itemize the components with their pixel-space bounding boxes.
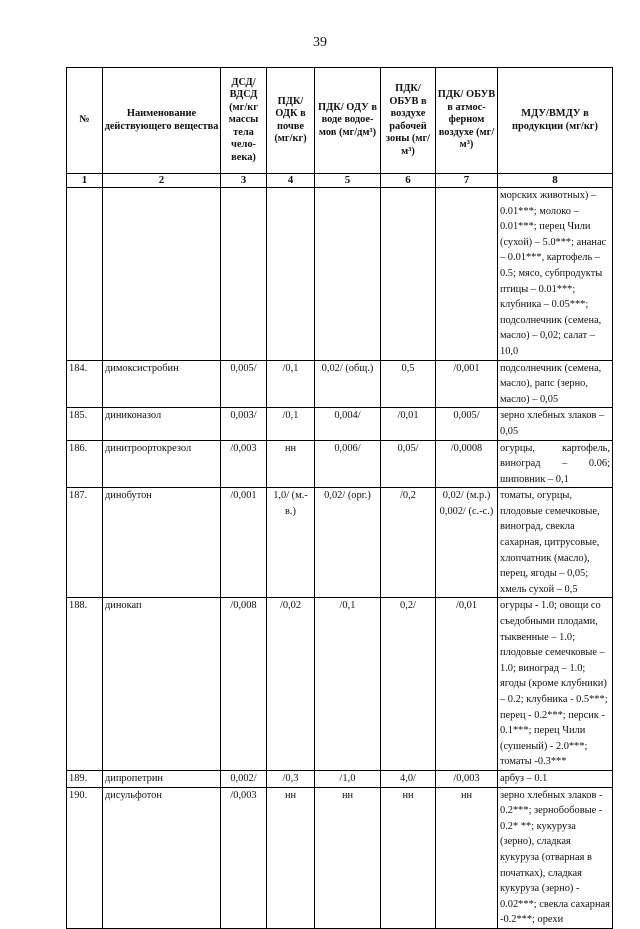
column-number-row xyxy=(67,174,613,188)
cell-pdk-air-work: нн xyxy=(381,787,436,928)
page-number: 39 xyxy=(313,35,327,50)
cell-mrl: арбуз – 0.1 xyxy=(498,770,613,787)
cell-pdk-water: 0,006/ xyxy=(315,440,381,488)
cell-pdk-air-work: 4,0/ xyxy=(381,770,436,787)
cell-dsd: /0,003 xyxy=(221,440,267,488)
cell-pdk-air-atm: /0,0008 xyxy=(436,440,498,488)
cell-pdk-water: нн xyxy=(315,787,381,928)
header-pdk-soil: ПДК/ ОДК в почве (мг/кг) xyxy=(267,68,315,174)
table-row xyxy=(67,598,613,771)
header-pdk-water: ПДК/ ОДУ в воде водое-мов (мг/дм³) xyxy=(315,68,381,174)
cell-substance-name: динобутон xyxy=(103,488,221,598)
cell-number: 186. xyxy=(67,440,103,488)
cell-number: 187. xyxy=(67,488,103,598)
cell-dsd: /0,008 xyxy=(221,598,267,771)
cell-pdk-air-work: 0,5 xyxy=(381,360,436,408)
column-number: 3 xyxy=(221,174,267,188)
header-pdk-air-atm: ПДК/ ОБУВ в атмос-ферном воздухе (мг/м³) xyxy=(436,68,498,174)
cell-substance-name: динитроортокрезол xyxy=(103,440,221,488)
cell-dsd: 0,003/ xyxy=(221,408,267,440)
cell-pdk-water: /0,1 xyxy=(315,598,381,771)
cell-pdk-air-work: /0,01 xyxy=(381,408,436,440)
cell-dsd: /0,001 xyxy=(221,488,267,598)
cell-number: 185. xyxy=(67,408,103,440)
header-pdk-air-work: ПДК/ ОБУВ в воздухе рабочей зоны (мг/м³) xyxy=(381,68,436,174)
cell-pdk-soil: /0,02 xyxy=(267,598,315,771)
column-number: 1 xyxy=(67,174,103,188)
cell-pdk-soil: 1,0/ (м.-в.) xyxy=(267,488,315,598)
cell-number xyxy=(67,188,103,361)
cell-number: 189. xyxy=(67,770,103,787)
cell-substance-name: динокап xyxy=(103,598,221,771)
cell-pdk-air-work: 0,2/ xyxy=(381,598,436,771)
cell-substance-name: дисульфотон xyxy=(103,787,221,928)
table-row xyxy=(67,770,613,787)
cell-pdk-soil xyxy=(267,188,315,361)
cell-substance-name: димоксистробин xyxy=(103,360,221,408)
cell-pdk-water xyxy=(315,188,381,361)
column-number: 6 xyxy=(381,174,436,188)
table-header-row xyxy=(67,68,613,174)
cell-dsd xyxy=(221,188,267,361)
header-dsd: ДСД/ ВДСД (мг/кг массы тела чело-века) xyxy=(221,68,267,174)
cell-pdk-water: /1,0 xyxy=(315,770,381,787)
cell-pdk-air-atm: /0,001 xyxy=(436,360,498,408)
table-row xyxy=(67,188,613,361)
cell-mrl: зерно хлебных злаков - 0.2***; зернобобовые - 0.2* **; кукуруза (зерно), сладкая кукуруза (отварная в початках), сладкая кукуруза (зерно) - 0.02***; свекла сахарная -0.2***; орехи xyxy=(498,787,613,928)
cell-pdk-air-work: 0,05/ xyxy=(381,440,436,488)
cell-pdk-air-work: /0,2 xyxy=(381,488,436,598)
cell-dsd: /0,003 xyxy=(221,787,267,928)
cell-pdk-soil: /0,1 xyxy=(267,408,315,440)
pesticide-hygiene-standards-table xyxy=(66,67,613,929)
cell-pdk-soil: /0,1 xyxy=(267,360,315,408)
column-number: 5 xyxy=(315,174,381,188)
cell-mrl: огурцы - 1.0; овощи со съедобными плодами, тыквенные – 1.0; плодовые семечковые – 1.0; виноград – 1.0; ягоды (кроме клубники) – 0.2; клубника - 0.5***; перец - 0.2***; персик - 0.1***; перец Чили (сушеный) - 2.0***; томаты -0.3*** xyxy=(498,598,613,771)
column-number: 7 xyxy=(436,174,498,188)
cell-mrl: морских животных) – 0.01***; молоко – 0.01***; перец Чили (сухой) – 5.0***; ананас – 0.01***, картофель – 0.5; мясо, субпродукты птицы – 0.01***; клубника – 0.05***; подсолнечник (семена, масло) – 0,02; салат – 10,0 xyxy=(498,188,613,361)
cell-pdk-water: 0,004/ xyxy=(315,408,381,440)
column-number: 2 xyxy=(103,174,221,188)
table-row xyxy=(67,440,613,488)
table-row xyxy=(67,488,613,598)
table-row xyxy=(67,360,613,408)
cell-number: 188. xyxy=(67,598,103,771)
cell-pdk-soil: нн xyxy=(267,787,315,928)
cell-dsd: 0,002/ xyxy=(221,770,267,787)
cell-pdk-air-atm xyxy=(436,188,498,361)
cell-pdk-air-atm: /0,003 xyxy=(436,770,498,787)
column-number: 4 xyxy=(267,174,315,188)
cell-mrl: огурцы, картофель, виноград – 0.06; шиповник – 0,1 xyxy=(498,440,613,488)
cell-pdk-water: 0,02/ (общ.) xyxy=(315,360,381,408)
cell-mrl: подсолнечник (семена, масло), рапс (зерно, масло) – 0,05 xyxy=(498,360,613,408)
cell-dsd: 0,005/ xyxy=(221,360,267,408)
cell-substance-name xyxy=(103,188,221,361)
header-substance-name: Наименование действующего вещества xyxy=(103,68,221,174)
header-number: № xyxy=(67,68,103,174)
column-number: 8 xyxy=(498,174,613,188)
cell-substance-name: дипропетрин xyxy=(103,770,221,787)
cell-pdk-water: 0,02/ (орг.) xyxy=(315,488,381,598)
cell-pdk-air-atm: 0,02/ (м.р.) 0,002/ (с.-с.) xyxy=(436,488,498,598)
table-row xyxy=(67,408,613,440)
cell-pdk-air-atm: /0,01 xyxy=(436,598,498,771)
cell-pdk-soil: нн xyxy=(267,440,315,488)
cell-pdk-air-atm: 0,005/ xyxy=(436,408,498,440)
cell-pdk-soil: /0,3 xyxy=(267,770,315,787)
header-mrl: МДУ/ВМДУ в продукции (мг/кг) xyxy=(498,68,613,174)
table-row xyxy=(67,787,613,928)
cell-mrl: зерно хлебных злаков – 0,05 xyxy=(498,408,613,440)
cell-pdk-air-work xyxy=(381,188,436,361)
cell-number: 190. xyxy=(67,787,103,928)
cell-mrl: томаты, огурцы, плодовые семечковые, виноград, свекла сахарная, цитрусовые, хлопчатник (масло), перец, ягоды – 0,05; хмель сухой – 0,5 xyxy=(498,488,613,598)
cell-substance-name: диниконазол xyxy=(103,408,221,440)
cell-number: 184. xyxy=(67,360,103,408)
cell-pdk-air-atm: нн xyxy=(436,787,498,928)
